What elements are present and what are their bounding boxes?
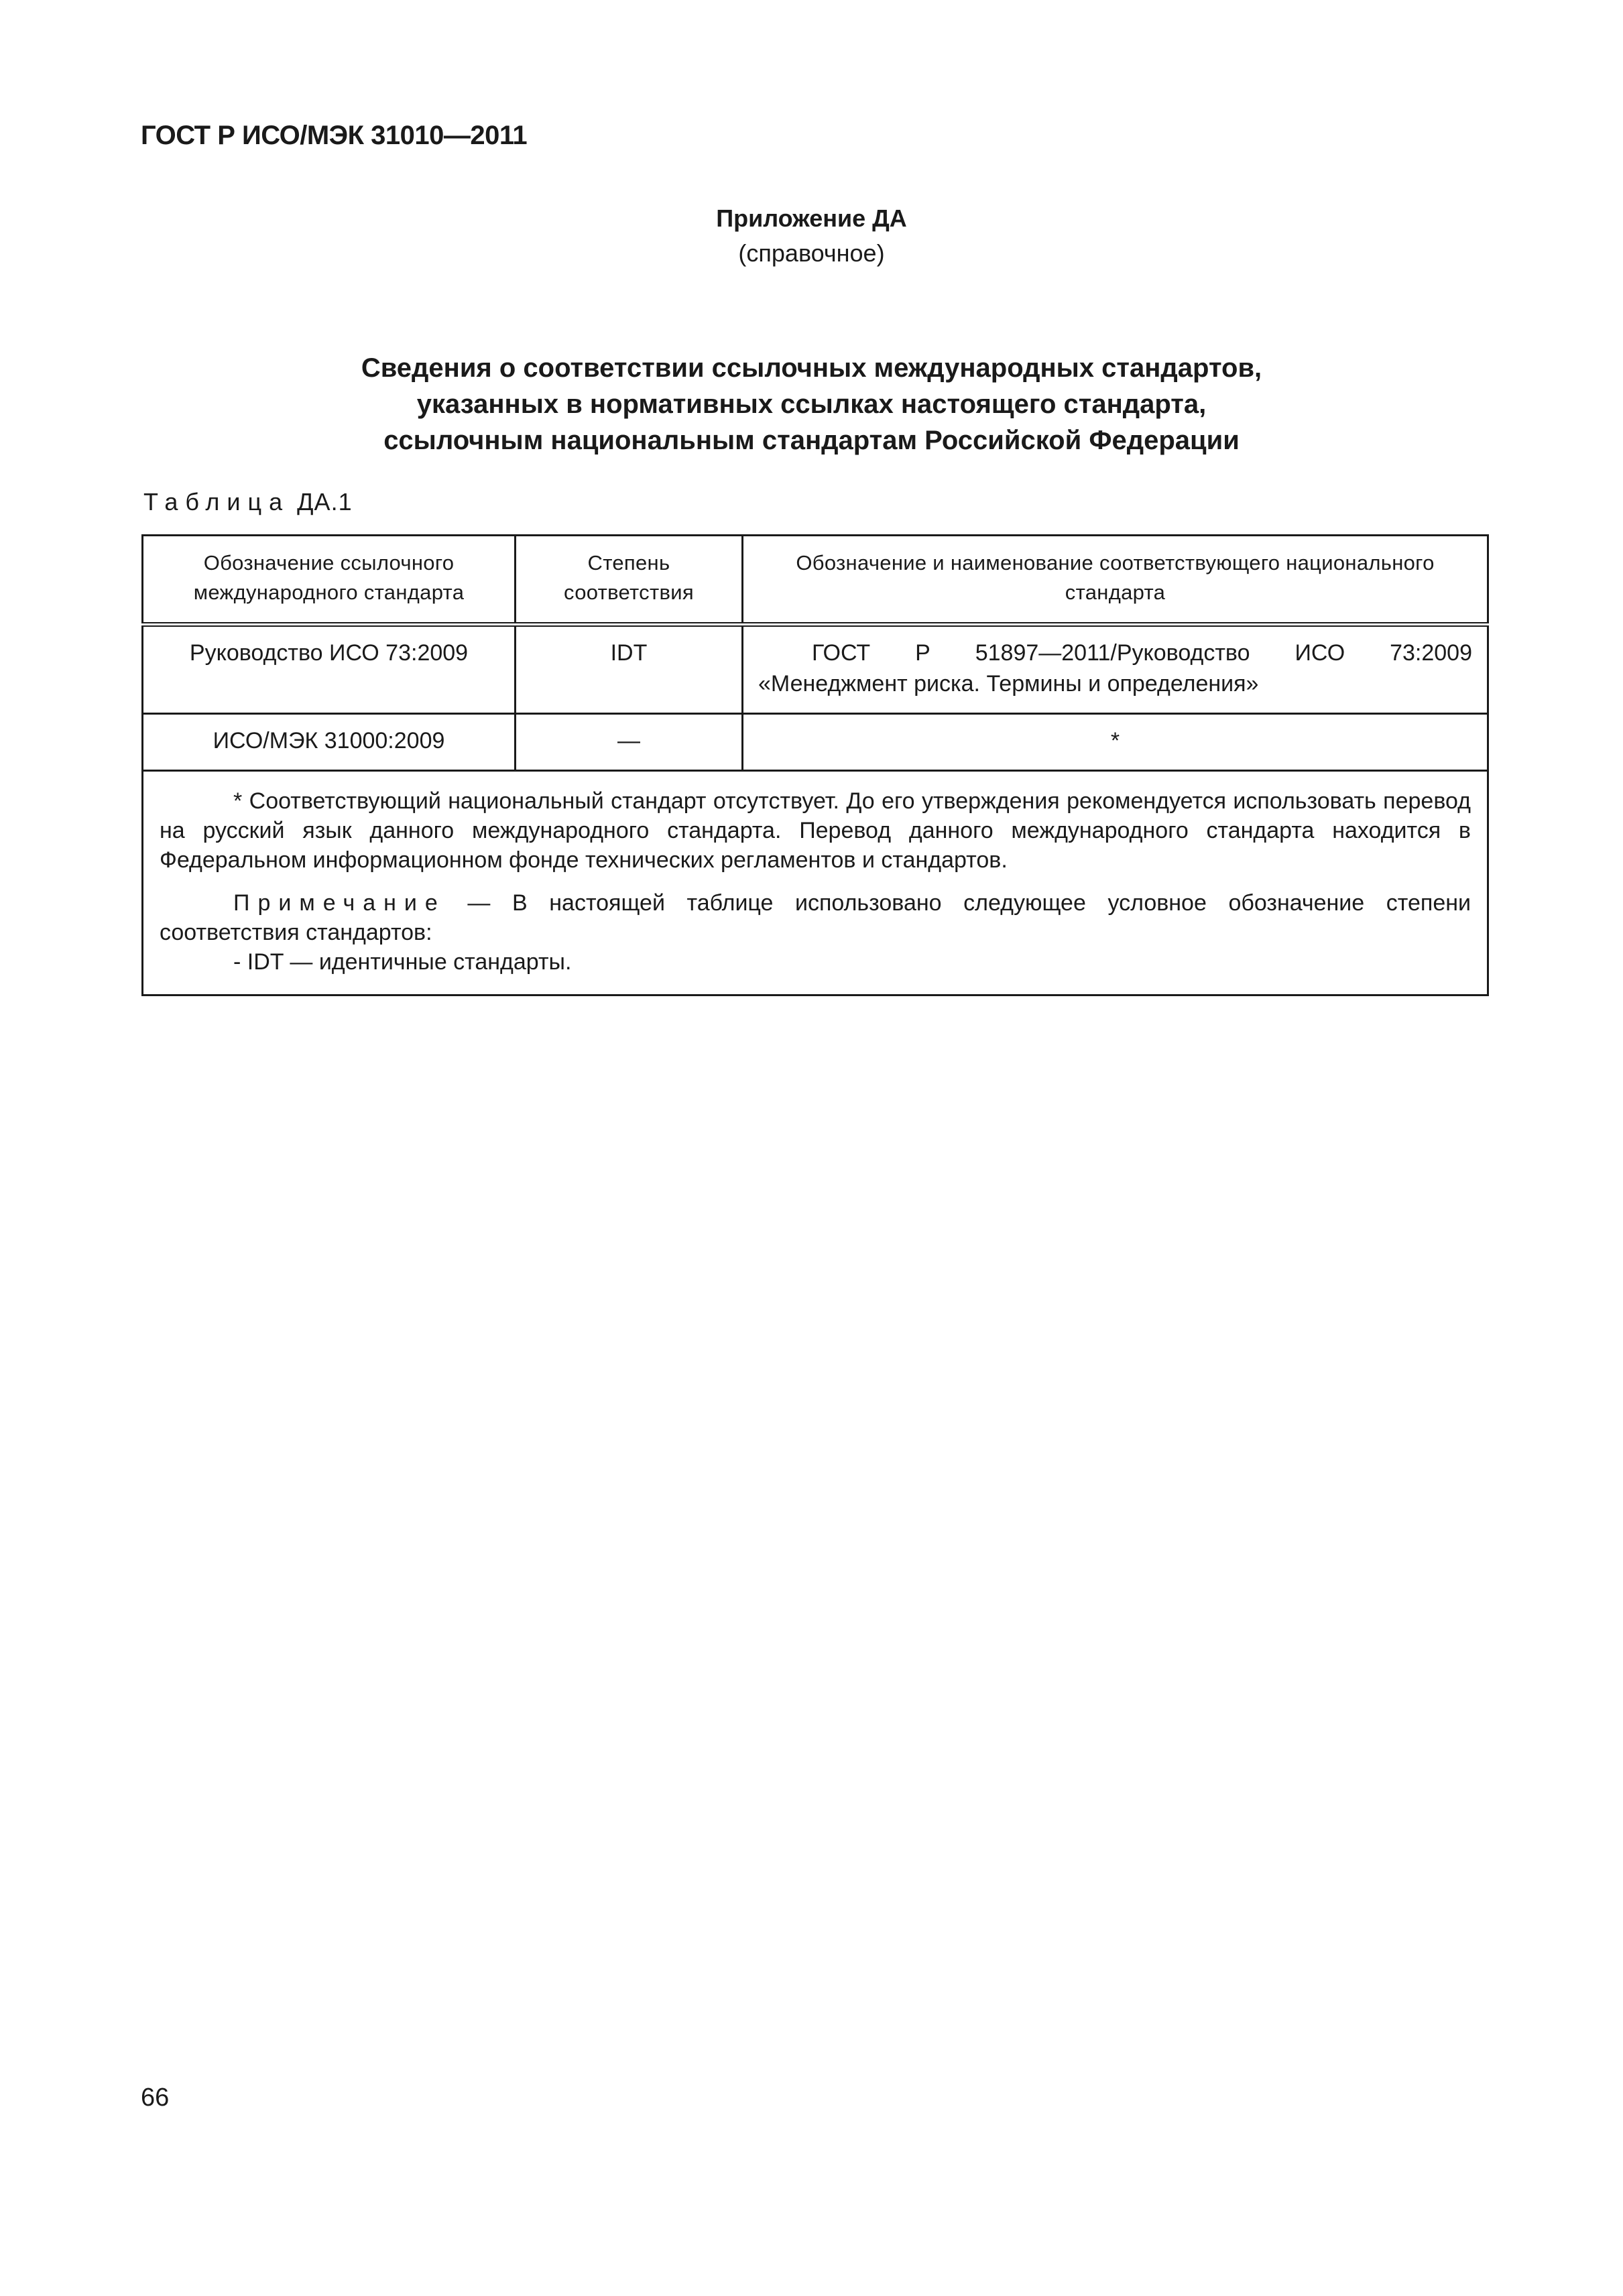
correspondence-table-wrapper <box>141 534 1487 996</box>
cell-degree: — <box>516 714 743 771</box>
section-title-line-3: ссылочным национальным стандартам Российской Федерации <box>383 426 1240 455</box>
table-row <box>143 714 1488 771</box>
table-label <box>143 488 353 516</box>
note-word: Примечание <box>233 890 446 916</box>
column-header-national: Обозначение и наименование соответствующего национального стандарта <box>743 536 1488 625</box>
section-title <box>0 350 1623 459</box>
table-footnote: * Соответствующий национальный стандарт отсутствует. До его утверждения рекомендуется использовать перевод на русский язык данного международного стандарта. Перевод данного международного стандарта находится в Федеральном информационном фонде технических регламентов и стандартов. <box>160 788 1471 873</box>
section-title-line-1: Сведения о соответствии ссылочных международных стандартов, <box>361 353 1262 383</box>
note-item: - IDT — идентичные стандарты. <box>233 949 572 975</box>
annex-type: (справочное) <box>738 239 885 267</box>
page-number: 66 <box>141 2083 170 2112</box>
column-header-degree: Степень соответствия <box>516 536 743 625</box>
table-note <box>160 888 1471 947</box>
table-row <box>143 625 1488 714</box>
annex-heading <box>0 201 1623 271</box>
cell-national: ГОСТ Р 51897—2011/Руководство ИСО 73:2009 «Менеджмент риска. Термины и определения» <box>743 625 1488 714</box>
table-footnote-row <box>143 771 1488 995</box>
table-label-number: ДА.1 <box>297 488 353 516</box>
cell-national: * <box>743 714 1488 771</box>
cell-degree: IDT <box>516 625 743 714</box>
table-header-row <box>143 536 1488 625</box>
correspondence-table <box>141 534 1489 996</box>
cell-ref: ИСО/МЭК 31000:2009 <box>143 714 516 771</box>
document-header-id: ГОСТ Р ИСО/МЭК 31010—2011 <box>141 121 528 150</box>
annex-title: Приложение ДА <box>716 204 907 232</box>
section-title-line-2: указанных в нормативных ссылках настоящего стандарта, <box>416 389 1207 419</box>
table-label-word: Таблица <box>143 488 290 516</box>
column-header-ref: Обозначение ссылочного международного стандарта <box>143 536 516 625</box>
table-footnote-cell <box>143 771 1488 995</box>
cell-ref: Руководство ИСО 73:2009 <box>143 625 516 714</box>
note-text: — В настоящей таблице использовано следующее условное обозначение степени соответствия стандартов: <box>160 890 1471 945</box>
